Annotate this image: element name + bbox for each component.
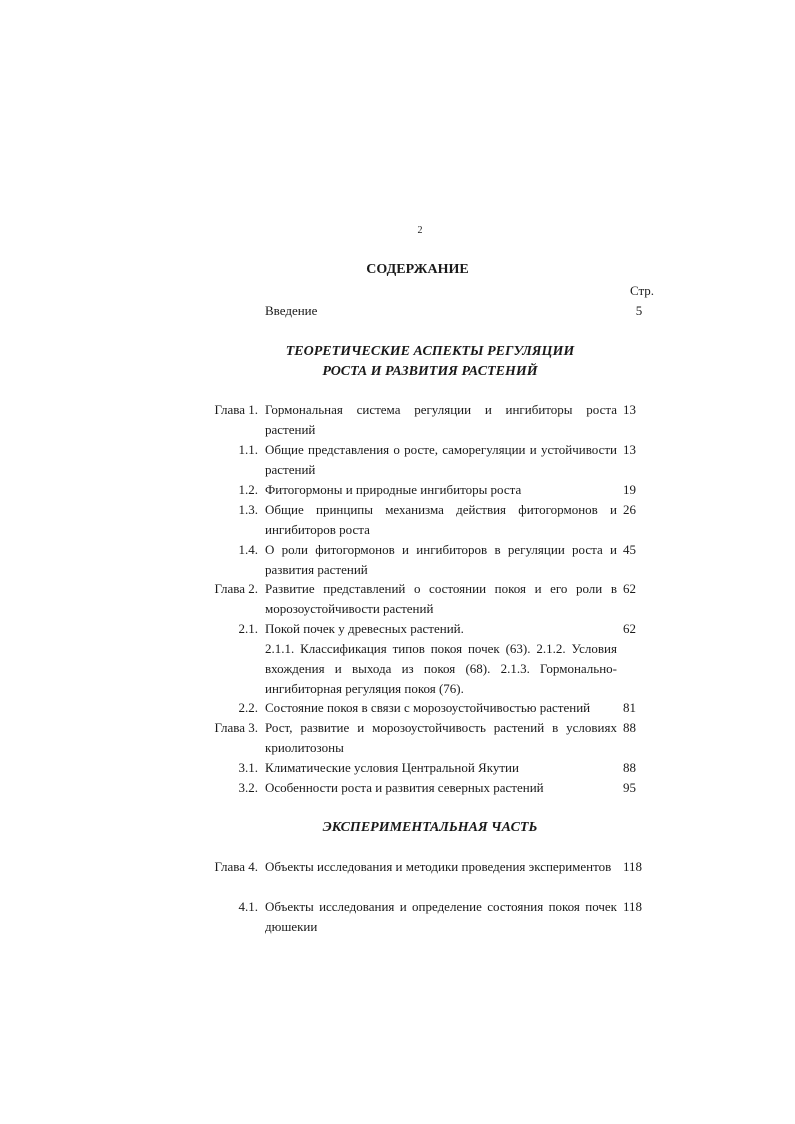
- toc-entry-page: 95: [623, 780, 636, 795]
- toc-entry-title: Фитогормоны и природные ингибиторы роста: [265, 482, 522, 497]
- toc-entry-title: Гормональная система регуляции и ингибиторы роста растений: [265, 402, 617, 437]
- toc-entry-title: Климатические условия Центральной Якутии: [265, 760, 519, 775]
- toc-subsection-list: 2.1.1. Классификация типов покоя почек (63). 2.1.2. Условия вхождения и выхода из покоя (68). 2.1.3. Гормонально-ингибиторная регуляция покоя (76).: [265, 641, 617, 696]
- toc-entry-number: Глава 2.: [214, 581, 258, 596]
- toc-entry-page: 26: [623, 502, 636, 517]
- toc-entry-page: 81: [623, 700, 636, 715]
- page-column-header: Стр.: [629, 283, 655, 298]
- toc-entry-number: 2.2.: [238, 700, 258, 715]
- page-number: 2: [417, 225, 423, 236]
- section-heading-experimental: ЭКСПЕРИМЕНТАЛЬНАЯ ЧАСТЬ: [322, 820, 538, 835]
- toc-entry-title: Общие принципы механизма действия фитогормонов и ингибиторов роста: [265, 502, 617, 537]
- toc-entry-title: Объекты исследования и определение состояния покоя почек дюшекии: [265, 899, 617, 934]
- toc-entry-number: 1.1.: [238, 442, 258, 457]
- toc-entry-title: Покой почек у древесных растений.: [265, 621, 464, 636]
- toc-entry-number: 3.1.: [238, 760, 258, 775]
- toc-intro-page: 5: [635, 303, 643, 318]
- toc-entry-page: 88: [623, 720, 636, 735]
- toc-entry-page: 118: [623, 859, 643, 874]
- toc-entry-number: Глава 3.: [214, 720, 258, 735]
- section-heading-theory: [0, 342, 795, 382]
- toc-intro-label: Введение: [265, 303, 318, 318]
- toc-entry-page: 88: [623, 760, 636, 775]
- toc-entry-number: Глава 1.: [214, 402, 258, 417]
- page-title: СОДЕРЖАНИЕ: [366, 262, 469, 277]
- toc-entry-title: О роли фитогормонов и ингибиторов в регуляции роста и развития растений: [265, 542, 617, 577]
- section-heading-line: РОСТА И РАЗВИТИЯ РАСТЕНИЙ: [322, 364, 538, 379]
- toc-entry-number: Глава 4.: [214, 859, 258, 874]
- toc-entry-number: 4.1.: [238, 899, 258, 914]
- toc-entry-title: Рост, развитие и морозоустойчивость растений в условиях криолитозоны: [265, 720, 617, 755]
- toc-entry-number: 1.3.: [238, 502, 258, 517]
- toc-entry-page: 45: [623, 542, 636, 557]
- toc-entry-page: 13: [623, 442, 636, 457]
- toc-entry-number: 1.4.: [238, 542, 258, 557]
- toc-entry-title: Развитие представлений о состоянии покоя и его роли в морозоустойчивости растений: [265, 581, 617, 616]
- toc-entry-title: Общие представления о росте, саморегуляции и устойчивости растений: [265, 442, 617, 477]
- toc-entry-page: 118: [623, 899, 643, 914]
- toc-entry-title: Объекты исследования и методики проведения экспериментов: [265, 859, 612, 874]
- toc-entry-page: 62: [623, 581, 636, 596]
- toc-entry-number: 1.2.: [238, 482, 258, 497]
- toc-entry-number: 3.2.: [238, 780, 258, 795]
- toc-entry-page: 62: [623, 621, 636, 636]
- section-heading-line: ТЕОРЕТИЧЕСКИЕ АСПЕКТЫ РЕГУЛЯЦИИ: [285, 344, 575, 359]
- toc-entry-title: Состояние покоя в связи с морозоустойчивостью растений: [265, 700, 591, 715]
- toc-entry-number: 2.1.: [238, 621, 258, 636]
- toc-entry-title: Особенности роста и развития северных растений: [265, 780, 544, 795]
- toc-entry-page: 19: [623, 482, 636, 497]
- toc-entry-page: 13: [623, 402, 636, 417]
